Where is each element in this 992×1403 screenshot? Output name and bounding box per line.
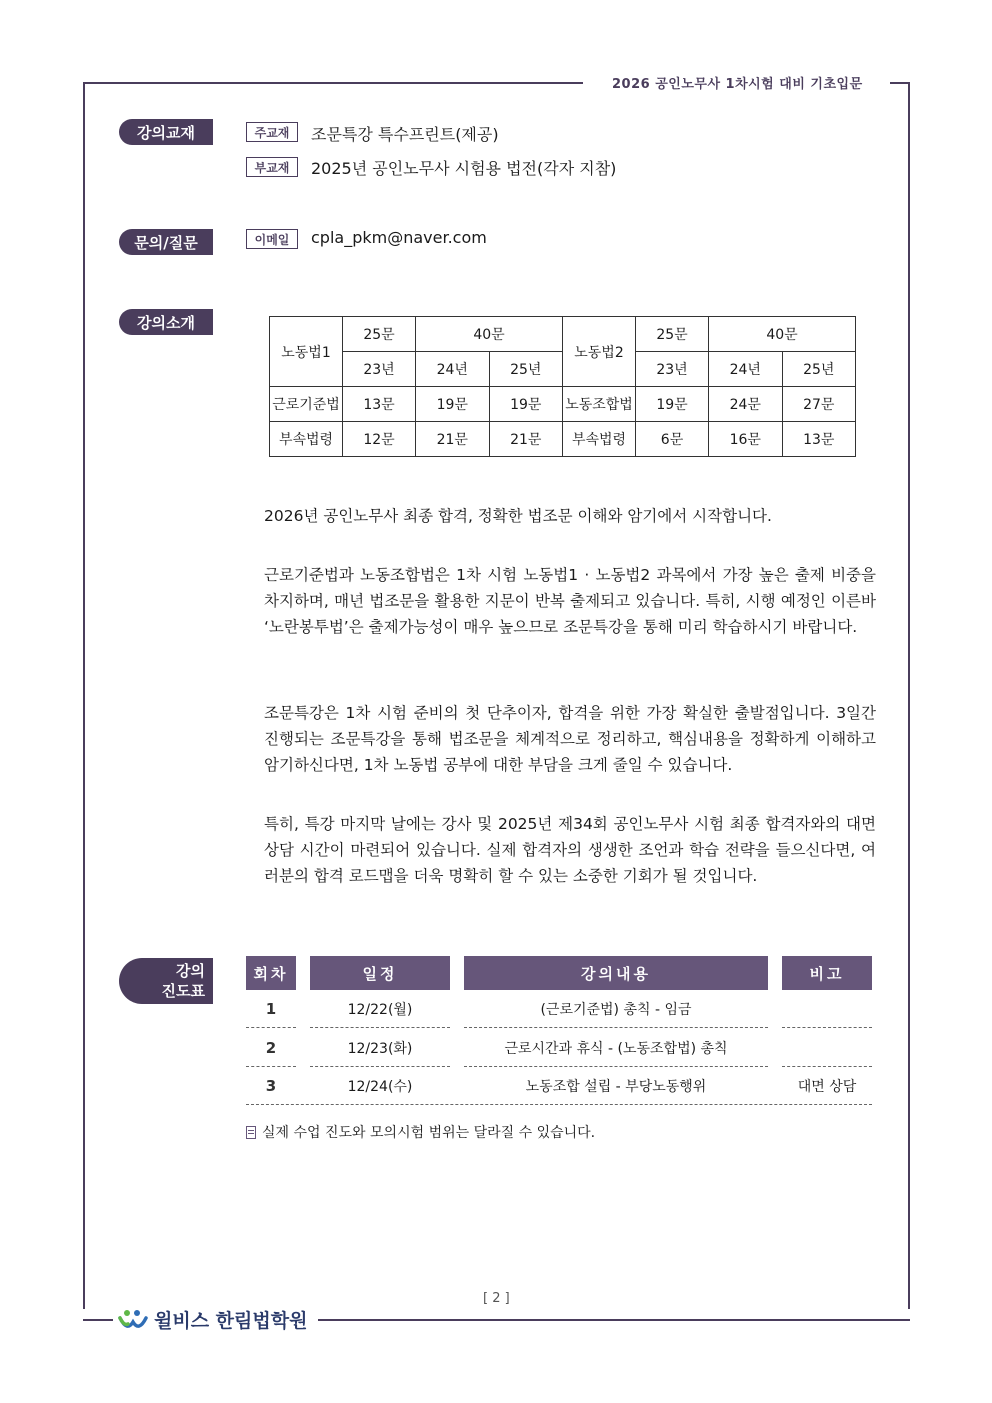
schedule-label-line1: 강의	[176, 962, 205, 980]
section-label-materials: 강의교재	[119, 119, 213, 145]
year-23: 23년	[636, 352, 709, 387]
document-icon	[246, 1126, 256, 1139]
table-row	[246, 1029, 872, 1067]
row-divider	[464, 1027, 768, 1028]
schedule-notice	[246, 1122, 595, 1142]
main-material-tag: 주교재	[246, 122, 298, 142]
question-count-table	[269, 316, 856, 457]
table-cell: 27문	[782, 387, 856, 422]
schedule-header-content: 강의내용	[464, 956, 768, 990]
table-row	[246, 990, 872, 1028]
frame-top-border-right	[890, 82, 910, 84]
table-cell: 21문	[416, 422, 490, 457]
law1-25-header: 25문	[343, 317, 416, 352]
table-cell: 19문	[636, 387, 709, 422]
table-cell: 13문	[343, 387, 416, 422]
year-25: 25년	[782, 352, 856, 387]
row-divider	[246, 1027, 296, 1028]
year-25: 25년	[489, 352, 563, 387]
logo-text: 윌비스 한림법학원	[154, 1310, 308, 1332]
table-cell: 12문	[343, 422, 416, 457]
sub-material-text: 2025년 공인노무사 시험용 법전(각자 지참)	[311, 159, 617, 178]
session-date: 12/22(월)	[347, 1002, 413, 1018]
law2-25-header: 25문	[636, 317, 709, 352]
session-note	[782, 1029, 872, 1067]
intro-paragraph-1: 2026년 공인노무사 최종 합격, 정확한 법조문 이해와 암기에서 시작합니다.	[264, 507, 772, 525]
header-title: 2026 공인노무사 1차시험 대비 기초입문	[612, 77, 863, 92]
table-row	[246, 1067, 872, 1105]
session-note: 대면 상담	[797, 1079, 857, 1095]
contact-email[interactable]: cpla_pkm@naver.com	[311, 228, 487, 247]
session-number: 3	[265, 1077, 277, 1095]
year-24: 24년	[416, 352, 490, 387]
row-divider	[310, 1027, 450, 1028]
table-row	[270, 317, 856, 352]
session-note	[782, 990, 872, 1028]
section-label-schedule	[119, 958, 213, 1004]
table-cell: 24문	[709, 387, 783, 422]
intro-paragraph-3: 조문특강은 1차 시험 준비의 첫 단추이자, 합격을 위한 가장 확실한 출발점입니다. 3일간 진행되는 조문특강을 통해 법조문을 체계적으로 정리하고, 핵심내용을 정확하게 이해하고 암기하신다면, 1차 노동법 공부에 대한 부담을 크게 줄일 수 있습니다.	[264, 704, 876, 774]
intro-paragraph-4: 특히, 특강 마지막 날에는 강사 및 2025년 제34회 공인노무사 시험 최종 합격자와의 대면 상담 시간이 마련되어 있습니다. 실제 합격자의 생생한 조언과 학습 전략을 들으신다면, 여러분의 합격 로드맵을 더욱 명확히 할 수 있는 소중한 기회가 될 것입니다.	[264, 815, 876, 885]
frame-right-border	[908, 82, 910, 1309]
law2-header: 노동법2	[563, 317, 636, 387]
session-number: 1	[265, 1000, 277, 1018]
table-cell: 21문	[489, 422, 563, 457]
table-cell: 노동조합법	[563, 387, 636, 422]
table-cell: 19문	[416, 387, 490, 422]
row-divider	[782, 1027, 872, 1028]
schedule-label-line2: 진도표	[161, 982, 205, 1000]
brand-logo	[118, 1306, 307, 1333]
schedule-header-note: 비고	[782, 956, 872, 990]
frame-bottom-border-right	[318, 1319, 910, 1321]
frame-left-border	[83, 82, 85, 1309]
session-content: 노동조합 설립 - 부당노동행위	[525, 1079, 707, 1095]
session-content: 근로시간과 휴식 - (노동조합법) 총칙	[504, 1041, 728, 1057]
table-cell: 19문	[489, 387, 563, 422]
table-cell: 6문	[636, 422, 709, 457]
table-cell: 근로기준법	[270, 387, 343, 422]
year-23: 23년	[343, 352, 416, 387]
frame-bottom-border-left	[83, 1319, 113, 1321]
table-cell: 부속법령	[563, 422, 636, 457]
table-cell: 13문	[782, 422, 856, 457]
session-date: 12/23(화)	[347, 1041, 413, 1057]
page-number: [ 2 ]	[483, 1291, 510, 1306]
schedule-header-no: 회차	[246, 956, 296, 990]
sub-material-tag: 부교재	[246, 157, 298, 177]
row-divider	[246, 1104, 872, 1105]
email-tag: 이메일	[246, 229, 298, 249]
logo-icon	[118, 1308, 148, 1332]
table-cell: 16문	[709, 422, 783, 457]
year-24: 24년	[709, 352, 783, 387]
session-number: 2	[265, 1039, 277, 1057]
session-content: (근로기준법) 총칙 - 임금	[540, 1002, 692, 1018]
schedule-header-date: 일정	[310, 956, 450, 990]
law2-40-header: 40문	[709, 317, 856, 352]
table-cell: 부속법령	[270, 422, 343, 457]
section-label-intro: 강의소개	[119, 309, 213, 335]
section-label-contact: 문의/질문	[119, 229, 213, 255]
schedule-notice-text: 실제 수업 진도와 모의시험 범위는 달라질 수 있습니다.	[262, 1125, 596, 1141]
session-date: 12/24(수)	[347, 1079, 413, 1095]
table-row	[270, 422, 856, 457]
intro-paragraph-2: 근로기준법과 노동조합법은 1차 시험 노동법1 · 노동법2 과목에서 가장 높은 출제 비중을 차지하며, 매년 법조문을 활용한 지문이 반복 출제되고 있습니다. 특히, 시행 예정인 이른바 ‘노란봉투법’은 출제가능성이 매우 높으므로 조문특강을 통해 미리 학습하시기 바랍니다.	[264, 566, 876, 636]
table-row	[270, 387, 856, 422]
law1-40-header: 40문	[416, 317, 563, 352]
frame-top-border	[83, 82, 583, 84]
law1-header: 노동법1	[270, 317, 343, 387]
main-material-text: 조문특강 특수프린트(제공)	[311, 125, 499, 144]
